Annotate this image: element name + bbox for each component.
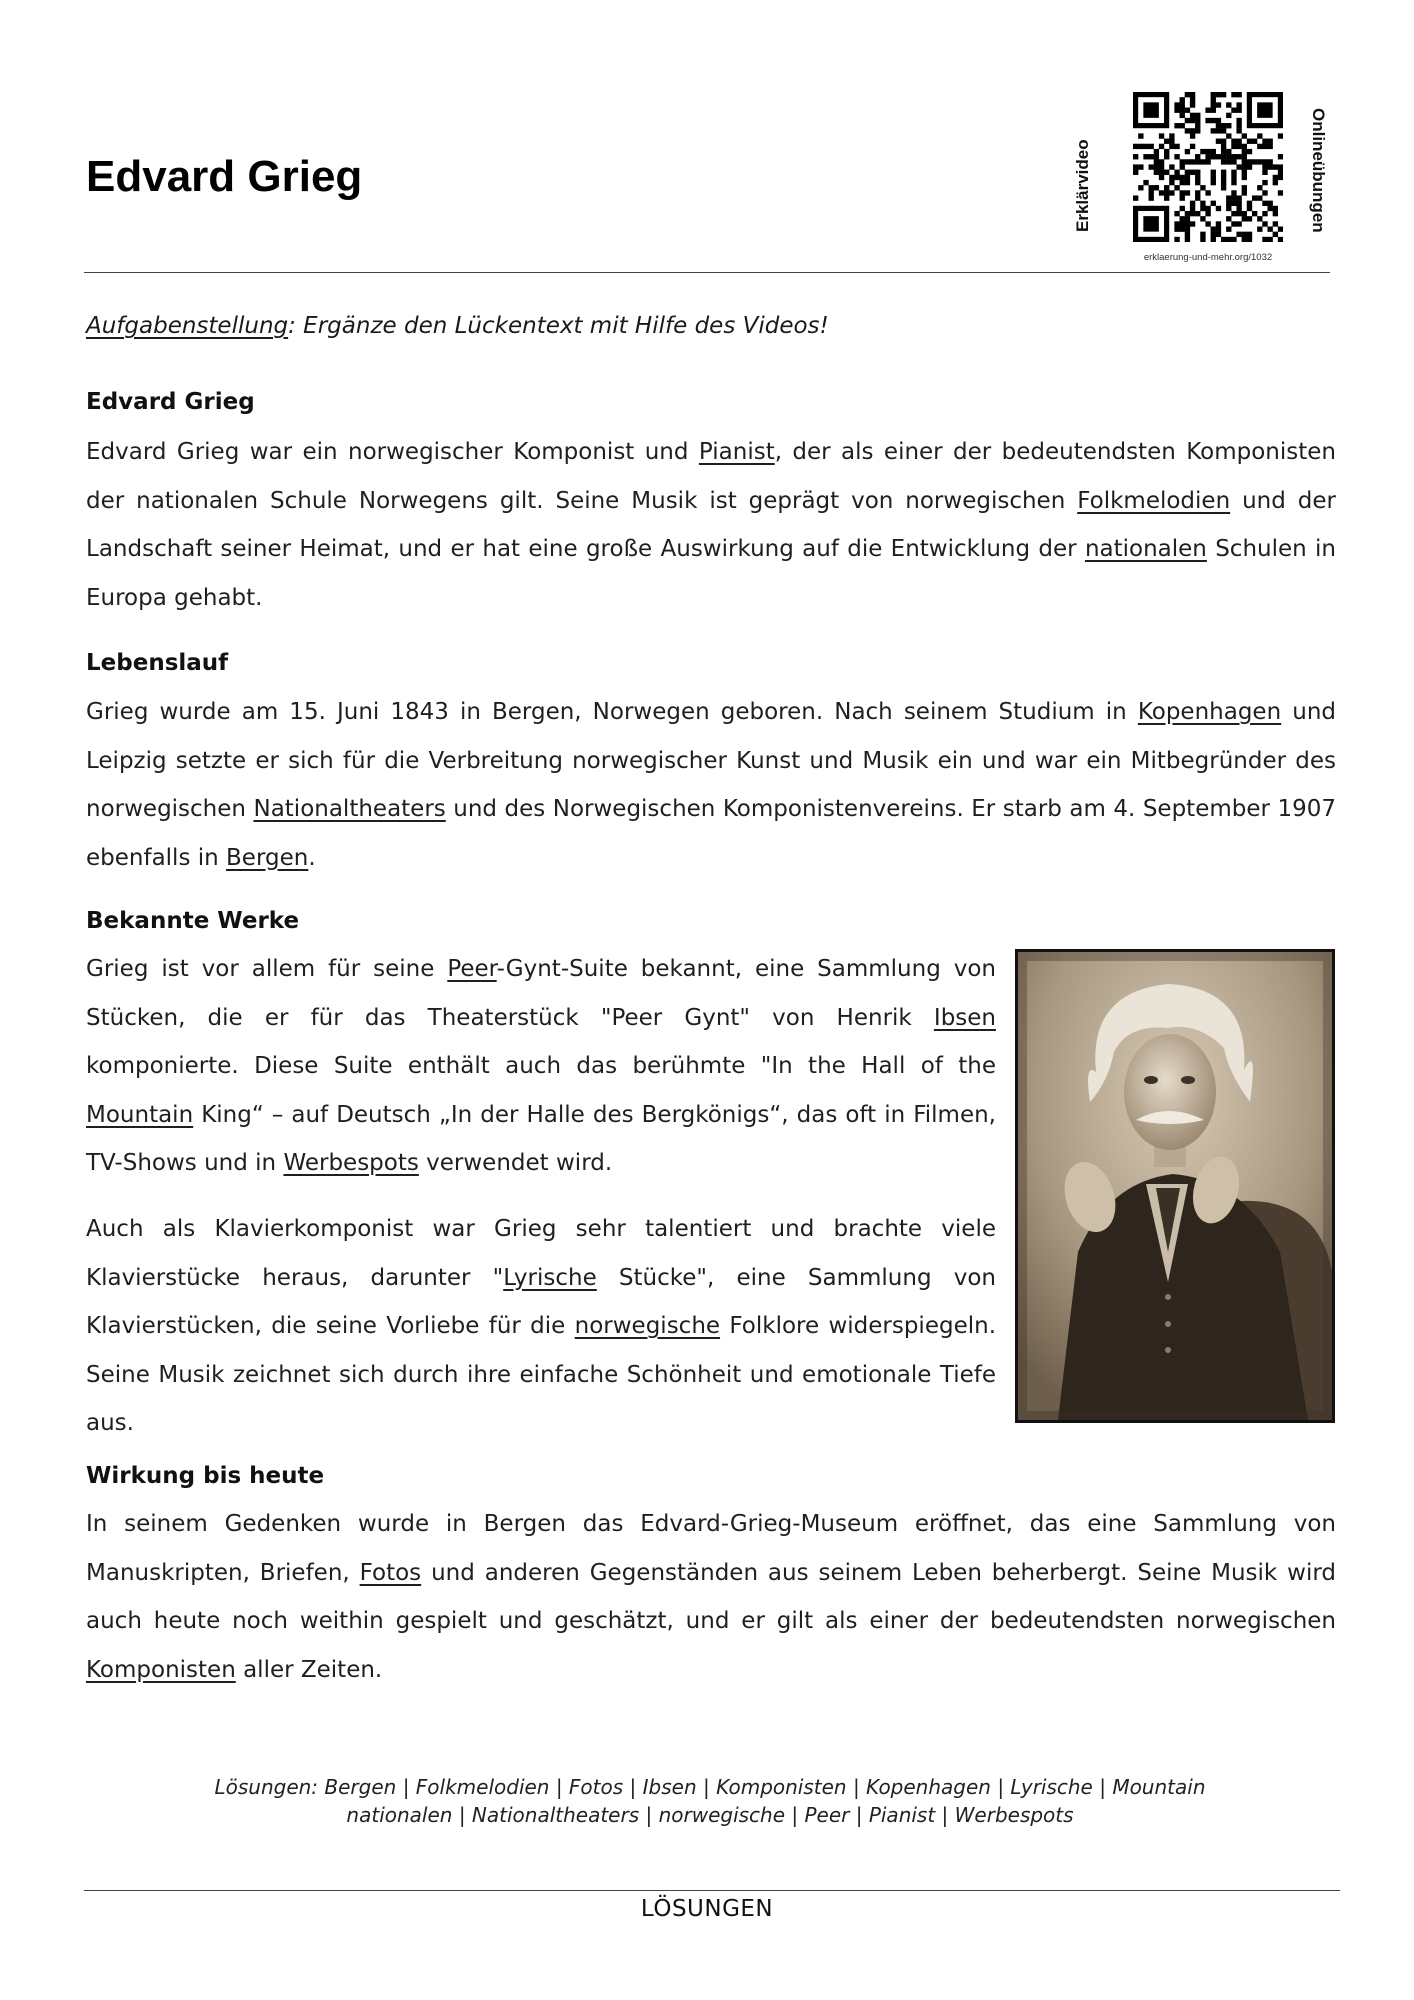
gap-word: Pianist	[698, 439, 775, 465]
text-run: , der als einer der bedeutendsten Komponisten der nationalen Schule Norwegens gilt. Seine Musik ist geprägt von norwegischen	[86, 439, 1336, 514]
text-run: Grieg wurde am 15. Juni 1843 in Bergen, Norwegen geboren. Nach seinem Studium in	[86, 699, 1138, 725]
text-run: und Leipzig setzte er sich für die Verbreitung norwegischer Kunst und Musik ein und war ein Mitbegründer des norwegischen	[86, 699, 1336, 822]
gap-word: Lyrische	[503, 1264, 597, 1291]
text-run: Stücke", eine Sammlung von Klavierstücken, die seine Vorliebe für die	[86, 1264, 996, 1339]
text-run: aller Zeiten.	[235, 1656, 383, 1683]
section-heading-works: Bekannte Werke	[86, 908, 300, 934]
text-run: und anderen Gegenständen aus seinem Leben beherbergt. Seine Musik wird auch heute noch weithin gespielt und geschätzt, und er gilt als einer der bedeutendsten norwegischen	[86, 1559, 1336, 1634]
gap-word: Peer	[447, 956, 497, 982]
text-run: In seinem Gedenken wurde in Bergen das Edvard-Grieg-Museum eröffnet, das eine Sammlung von Manuskripten, Briefen,	[86, 1511, 1336, 1586]
portrait-photo	[1015, 949, 1335, 1423]
text-run: Grieg ist vor allem für seine	[86, 956, 448, 982]
text-run: Folklore widerspiegeln. Seine Musik zeichnet sich durch ihre einfache Schönheit und emotionale Tiefe aus.	[86, 1313, 997, 1436]
text-run: Auch als Klavierkomponist war Grieg sehr talentiert und brachte viele Klavierstücke heraus, darunter "	[86, 1216, 996, 1291]
qr-label-video: Erklärvideo	[1073, 139, 1092, 232]
section-heading-biography: Lebenslauf	[86, 650, 229, 676]
header-divider	[84, 272, 1330, 273]
gap-word: Komponisten	[86, 1656, 236, 1683]
paragraph-biography	[86, 688, 1336, 882]
text-run: Schulen in Europa gehabt.	[86, 536, 1336, 611]
instruction-label: Aufgabenstellung	[86, 313, 289, 339]
qr-url: erklaerung-und-mehr.org/1032	[1143, 252, 1273, 263]
instruction	[86, 313, 829, 339]
solutions-box	[140, 1773, 1280, 1829]
instruction-text: : Ergänze den Lückentext mit Hilfe des Videos!	[288, 313, 829, 339]
text-run: Edvard Grieg war ein norwegischer Komponist und	[86, 439, 699, 465]
gap-word: Folkmelodien	[1077, 487, 1231, 514]
solutions-line-2: nationalen | Nationaltheaters | norwegische | Peer | Pianist | Werbespots	[346, 1803, 1074, 1827]
qr-label-exercises: Onlineübungen	[1309, 108, 1328, 233]
text-run: King“ – auf Deutsch „In der Halle des Bergkönigs“, das oft in Filmen, TV-Shows und in	[86, 1101, 996, 1176]
section-heading-legacy: Wirkung bis heute	[86, 1463, 325, 1489]
gap-word: Mountain	[86, 1101, 194, 1128]
text-run: .	[308, 844, 316, 871]
text-run: -Gynt-Suite bekannt, eine Sammlung von Stücken, die er für das Theaterstück "Peer Gynt" von Henrik	[86, 956, 996, 1031]
gap-word: Kopenhagen	[1137, 699, 1282, 725]
page-title: Edvard Grieg	[86, 152, 363, 201]
section-heading-intro: Edvard Grieg	[86, 389, 255, 415]
text-run: verwendet wird.	[418, 1150, 613, 1176]
paragraph-works-2	[86, 1205, 996, 1448]
gap-word: Werbespots	[283, 1150, 419, 1176]
solutions-line-1: Lösungen: Bergen | Folkmelodien | Fotos | Ibsen | Komponisten | Kopenhagen | Lyrische | Mountain	[214, 1775, 1206, 1799]
portrait-illustration	[1018, 952, 1332, 1420]
gap-word: Ibsen	[933, 1004, 996, 1031]
gap-word: nationalen	[1084, 536, 1207, 562]
text-run: und des Norwegischen Komponistenvereins. Er starb am 4. September 1907 ebenfalls in	[86, 796, 1336, 871]
paragraph-legacy	[86, 1500, 1336, 1694]
gap-word: Bergen	[226, 844, 309, 871]
paragraph-intro	[86, 428, 1336, 622]
gap-word: Fotos	[359, 1559, 422, 1586]
gap-word: norwegische	[574, 1313, 721, 1339]
text-run: komponierte. Diese Suite enthält auch das berühmte "In the Hall of the	[86, 1053, 996, 1079]
footer-divider	[84, 1890, 1340, 1891]
gap-word: Nationaltheaters	[253, 796, 446, 822]
text-run: und der Landschaft seiner Heimat, und er hat eine große Auswirkung auf die Entwicklung der	[86, 487, 1336, 562]
footer-label: LÖSUNGEN	[640, 1896, 774, 1922]
qr-code-icon[interactable]	[1133, 92, 1283, 242]
paragraph-works-1	[86, 945, 996, 1188]
